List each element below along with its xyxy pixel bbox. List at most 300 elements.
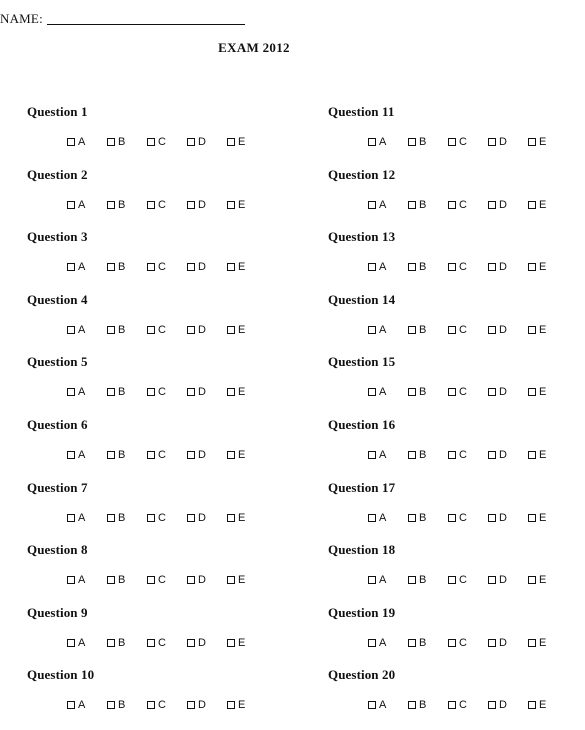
answer-option[interactable] [528,324,568,336]
answer-checkbox[interactable] [488,138,496,146]
answer-checkbox[interactable] [408,451,416,459]
answer-letter: C [158,511,167,524]
answer-letter: B [419,386,427,399]
question-label: Question 11 [328,104,395,119]
answer-option[interactable] [147,574,187,586]
answer-option[interactable] [448,637,488,649]
answer-option[interactable] [488,199,528,211]
question-block [27,542,287,605]
answer-checkbox[interactable] [448,138,456,146]
answer-option[interactable] [408,136,448,148]
answer-checkbox[interactable] [227,701,235,709]
question-label: Question 4 [27,291,88,307]
answer-option[interactable] [67,324,107,336]
question-block [27,104,287,167]
answer-checkbox[interactable] [408,639,416,647]
answer-letter: B [118,198,126,211]
answer-option[interactable] [147,199,187,211]
answer-option[interactable] [528,512,568,524]
question-block [328,229,585,292]
answer-letter: B [419,448,427,461]
question-block [328,480,585,543]
answer-checkbox[interactable] [67,388,75,396]
answer-checkbox[interactable] [67,263,75,271]
answer-checkbox[interactable] [448,701,456,709]
answer-letter: E [238,136,246,148]
answer-option[interactable] [147,261,187,273]
answer-option[interactable] [408,261,448,273]
answer-checkbox[interactable] [107,201,115,209]
question-label: Question 5 [27,354,88,370]
answer-checkbox[interactable] [147,514,155,522]
answer-option[interactable] [488,261,528,273]
answer-option[interactable] [488,574,528,586]
question-label: Question 16 [328,416,396,432]
answer-option[interactable] [408,637,448,649]
answer-option[interactable] [227,512,267,524]
answer-options [368,199,568,211]
answer-checkbox[interactable] [67,451,75,459]
answer-checkbox[interactable] [227,263,235,271]
answer-options [368,512,568,524]
answer-letter: B [419,261,427,274]
answer-checkbox[interactable] [368,388,376,396]
answer-option[interactable] [408,199,448,211]
question-label: Question 14 [328,291,396,307]
answer-option[interactable] [147,136,187,148]
answer-letter: B [419,198,427,211]
answer-letter: C [158,198,167,211]
answer-letter: C [459,136,468,148]
answer-checkbox[interactable] [147,263,155,271]
answer-option[interactable] [448,136,488,148]
answer-option[interactable] [448,261,488,273]
answer-letter: E [238,448,246,461]
answer-checkbox[interactable] [67,201,75,209]
question-label: Question 1 [27,104,88,119]
answer-letter: E [238,636,246,649]
question-block [328,104,585,167]
answer-letter: A [78,511,86,524]
answer-checkbox[interactable] [147,701,155,709]
answer-option[interactable] [528,449,568,461]
answer-checkbox[interactable] [227,576,235,584]
answer-letter: A [379,386,387,399]
answer-checkbox[interactable] [187,639,195,647]
answer-options [368,574,568,586]
answer-checkbox[interactable] [368,138,376,146]
answer-checkbox[interactable] [107,576,115,584]
answer-checkbox[interactable] [227,326,235,334]
answer-option[interactable] [107,637,147,649]
answer-checkbox[interactable] [528,576,536,584]
answer-checkbox[interactable] [368,451,376,459]
answer-checkbox[interactable] [187,451,195,459]
answer-checkbox[interactable] [227,451,235,459]
answer-letter: D [499,636,508,649]
answer-letter: B [419,136,427,148]
answer-checkbox[interactable] [528,514,536,522]
question-label: Question 8 [27,542,88,558]
answer-letter: E [539,261,547,274]
answer-option[interactable] [368,574,408,586]
answer-letter: D [499,574,508,587]
answer-option[interactable] [107,136,147,148]
answer-checkbox[interactable] [408,701,416,709]
answer-option[interactable] [227,637,267,649]
answer-letter: B [419,323,427,336]
answer-option[interactable] [107,386,147,398]
answer-checkbox[interactable] [528,138,536,146]
answer-letter: A [379,699,387,712]
answer-options [368,136,568,148]
answer-option[interactable] [227,574,267,586]
answer-option[interactable] [67,261,107,273]
answer-checkbox[interactable] [488,576,496,584]
answer-checkbox[interactable] [67,326,75,334]
question-block [328,667,585,730]
answer-option[interactable] [368,261,408,273]
answer-checkbox[interactable] [368,701,376,709]
answer-checkbox[interactable] [187,514,195,522]
answer-letter: B [419,511,427,524]
answer-option[interactable] [368,512,408,524]
answer-checkbox[interactable] [368,326,376,334]
answer-checkbox[interactable] [187,263,195,271]
answer-option[interactable] [187,324,227,336]
answer-option[interactable] [448,449,488,461]
answer-letter: D [198,574,207,587]
answer-checkbox[interactable] [187,201,195,209]
answer-letter: A [78,198,86,211]
answer-option[interactable] [488,699,528,711]
answer-checkbox[interactable] [368,576,376,584]
answer-letter: A [78,261,86,274]
answer-letter: A [379,136,387,148]
answer-checkbox[interactable] [107,639,115,647]
answer-option[interactable] [227,386,267,398]
answer-option[interactable] [187,386,227,398]
answer-option[interactable] [368,449,408,461]
answer-letter: D [499,386,508,399]
answer-checkbox[interactable] [488,326,496,334]
answer-option[interactable] [488,449,528,461]
answer-checkbox[interactable] [107,138,115,146]
answer-option[interactable] [368,199,408,211]
answer-checkbox[interactable] [368,263,376,271]
answer-option[interactable] [227,136,267,148]
answer-letter: D [198,636,207,649]
answer-checkbox[interactable] [107,326,115,334]
answer-option[interactable] [528,261,568,273]
answer-option[interactable] [368,637,408,649]
answer-checkbox[interactable] [528,326,536,334]
answer-checkbox[interactable] [408,514,416,522]
answer-option[interactable] [488,637,528,649]
answer-checkbox[interactable] [187,326,195,334]
answer-checkbox[interactable] [67,701,75,709]
exam-title: EXAM 2012 [218,40,290,55]
answer-checkbox[interactable] [448,514,456,522]
answer-letter: D [499,198,508,211]
answer-letter: B [419,574,427,587]
answer-checkbox[interactable] [488,263,496,271]
answer-checkbox[interactable] [488,451,496,459]
answer-checkbox[interactable] [147,138,155,146]
answer-option[interactable] [67,699,107,711]
answer-checkbox[interactable] [107,514,115,522]
answer-letter: B [419,699,427,712]
answer-checkbox[interactable] [368,514,376,522]
answer-option[interactable] [528,386,568,398]
answer-option[interactable] [448,699,488,711]
answer-letter: B [118,574,126,587]
answer-letter: A [379,448,387,461]
answer-checkbox[interactable] [107,451,115,459]
answer-option[interactable] [67,199,107,211]
answer-checkbox[interactable] [528,701,536,709]
answer-checkbox[interactable] [528,263,536,271]
answer-option[interactable] [488,136,528,148]
answer-letter: E [238,261,246,274]
answer-letter: B [419,636,427,649]
question-block [328,542,585,605]
answer-letter: E [539,136,547,148]
answer-options [67,261,267,273]
answer-letter: A [78,636,86,649]
answer-checkbox[interactable] [408,201,416,209]
answer-letter: B [118,386,126,399]
answer-checkbox[interactable] [488,201,496,209]
answer-letter: C [459,699,468,712]
answer-option[interactable] [448,199,488,211]
answer-option[interactable] [528,136,568,148]
question-label: Question 20 [328,667,396,683]
answer-option[interactable] [227,449,267,461]
answer-option[interactable] [107,261,147,273]
answer-option[interactable] [187,199,227,211]
answer-checkbox[interactable] [147,639,155,647]
answer-option[interactable] [227,324,267,336]
answer-checkbox[interactable] [488,514,496,522]
answer-letter: C [459,574,468,587]
answer-checkbox[interactable] [528,388,536,396]
question-label: Question 3 [27,229,88,245]
answer-letter: D [499,261,508,274]
answer-option[interactable] [528,637,568,649]
answer-checkbox[interactable] [147,326,155,334]
answer-option[interactable] [448,386,488,398]
answer-option[interactable] [187,574,227,586]
answer-checkbox[interactable] [488,639,496,647]
answer-checkbox[interactable] [67,514,75,522]
answer-letter: D [198,511,207,524]
answer-option[interactable] [107,512,147,524]
answer-option[interactable] [408,449,448,461]
answer-checkbox[interactable] [448,263,456,271]
answer-option[interactable] [147,386,187,398]
answer-option[interactable] [187,512,227,524]
answer-letter: A [78,699,86,712]
answer-option[interactable] [107,199,147,211]
answer-checkbox[interactable] [528,201,536,209]
answer-checkbox[interactable] [408,326,416,334]
answer-checkbox[interactable] [187,701,195,709]
question-label: Question 9 [27,604,88,620]
answer-checkbox[interactable] [448,201,456,209]
question-block [27,417,287,480]
answer-checkbox[interactable] [187,138,195,146]
answer-option[interactable] [227,199,267,211]
answer-checkbox[interactable] [448,639,456,647]
answer-letter: C [158,261,167,274]
answer-option[interactable] [67,136,107,148]
answer-option[interactable] [187,136,227,148]
answer-option[interactable] [107,699,147,711]
answer-checkbox[interactable] [448,576,456,584]
answer-checkbox[interactable] [488,388,496,396]
answer-checkbox[interactable] [528,451,536,459]
answer-option[interactable] [408,699,448,711]
answer-checkbox[interactable] [408,263,416,271]
answer-option[interactable] [147,449,187,461]
answer-letter: D [198,323,207,336]
answer-checkbox[interactable] [67,138,75,146]
answer-option[interactable] [147,512,187,524]
answer-option[interactable] [67,637,107,649]
answer-checkbox[interactable] [107,263,115,271]
answer-letter: E [238,574,246,587]
answer-option[interactable] [368,324,408,336]
answer-letter: E [539,636,547,649]
answer-letter: E [539,448,547,461]
answer-checkbox[interactable] [408,576,416,584]
answer-checkbox[interactable] [528,639,536,647]
answer-checkbox[interactable] [187,388,195,396]
question-column-right [328,104,585,730]
answer-checkbox[interactable] [107,388,115,396]
answer-option[interactable] [448,324,488,336]
answer-letter: E [238,699,246,712]
answer-option[interactable] [67,449,107,461]
answer-option[interactable] [408,386,448,398]
answer-checkbox[interactable] [227,514,235,522]
answer-letter: C [459,511,468,524]
answer-letter: D [198,136,207,148]
answer-option[interactable] [187,637,227,649]
answer-option[interactable] [528,699,568,711]
answer-checkbox[interactable] [227,639,235,647]
question-block [27,354,287,417]
answer-options [368,637,568,649]
answer-options [368,386,568,398]
answer-checkbox[interactable] [368,201,376,209]
answer-options [67,512,267,524]
answer-options [368,699,568,711]
answer-checkbox[interactable] [187,576,195,584]
question-label: Question 17 [328,479,396,495]
answer-option[interactable] [187,699,227,711]
answer-letter: C [459,323,468,336]
answer-option[interactable] [187,261,227,273]
answer-checkbox[interactable] [368,639,376,647]
answer-option[interactable] [368,699,408,711]
answer-option[interactable] [147,637,187,649]
answer-option[interactable] [147,324,187,336]
answer-options [368,324,568,336]
answer-option[interactable] [67,512,107,524]
answer-letter: B [118,511,126,524]
answer-option[interactable] [107,449,147,461]
answer-checkbox[interactable] [448,388,456,396]
answer-option[interactable] [448,574,488,586]
answer-letter: B [118,323,126,336]
answer-checkbox[interactable] [147,201,155,209]
answer-checkbox[interactable] [448,451,456,459]
answer-checkbox[interactable] [408,388,416,396]
answer-checkbox[interactable] [147,388,155,396]
question-block [27,292,287,355]
answer-checkbox[interactable] [227,138,235,146]
answer-checkbox[interactable] [67,576,75,584]
answer-option[interactable] [368,136,408,148]
answer-option[interactable] [227,699,267,711]
answer-options [67,324,267,336]
answer-option[interactable] [528,199,568,211]
answer-option[interactable] [408,512,448,524]
answer-option[interactable] [187,449,227,461]
name-input-line[interactable] [47,24,245,25]
answer-option[interactable] [488,512,528,524]
answer-option[interactable] [528,574,568,586]
answer-option[interactable] [107,574,147,586]
answer-option[interactable] [67,574,107,586]
answer-checkbox[interactable] [488,701,496,709]
question-label: Question 18 [328,542,396,558]
answer-option[interactable] [408,574,448,586]
answer-option[interactable] [107,324,147,336]
answer-checkbox[interactable] [67,639,75,647]
answer-checkbox[interactable] [227,201,235,209]
answer-letter: A [78,448,86,461]
answer-letter: A [78,386,86,399]
answer-option[interactable] [368,386,408,398]
answer-checkbox[interactable] [448,326,456,334]
name-label: NAME: [0,11,43,26]
answer-letter: E [539,511,547,524]
answer-letter: D [499,323,508,336]
answer-checkbox[interactable] [147,576,155,584]
answer-option[interactable] [408,324,448,336]
answer-letter: E [238,198,246,211]
answer-option[interactable] [67,386,107,398]
answer-checkbox[interactable] [147,451,155,459]
answer-checkbox[interactable] [408,138,416,146]
answer-option[interactable] [488,386,528,398]
answer-letter: D [198,198,207,211]
question-column-left [27,104,287,730]
answer-option[interactable] [488,324,528,336]
answer-checkbox[interactable] [227,388,235,396]
answer-checkbox[interactable] [107,701,115,709]
answer-option[interactable] [147,699,187,711]
answer-letter: A [379,261,387,274]
answer-letter: C [158,136,167,148]
answer-options [368,449,568,461]
answer-option[interactable] [227,261,267,273]
question-block [328,354,585,417]
answer-option[interactable] [448,512,488,524]
